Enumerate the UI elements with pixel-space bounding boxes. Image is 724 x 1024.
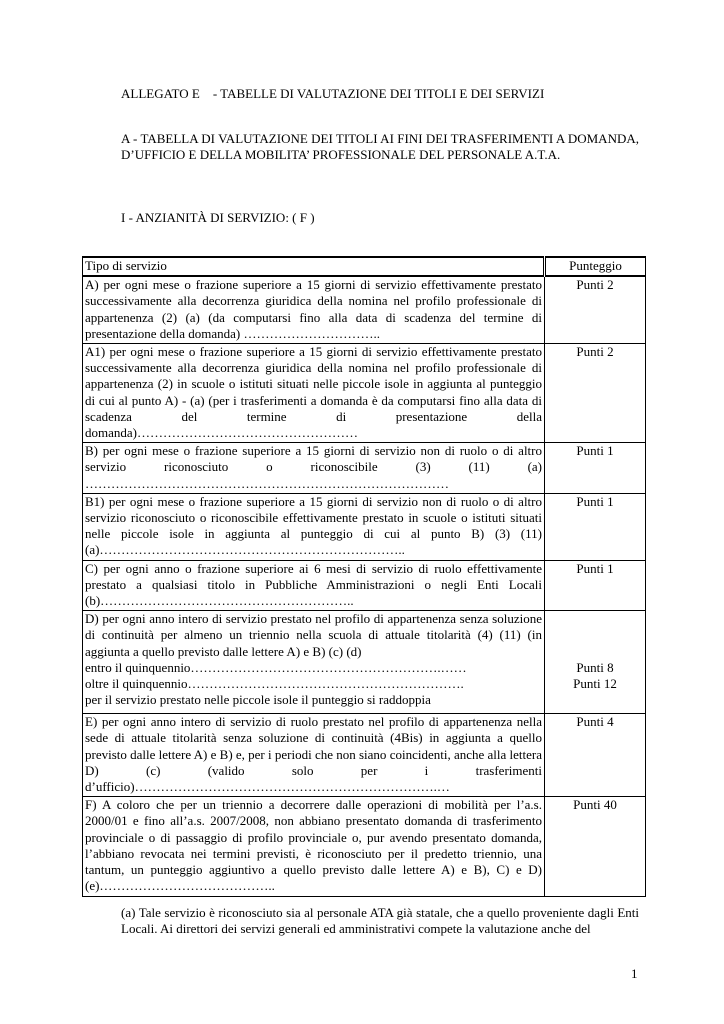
table-row-c bbox=[83, 560, 646, 611]
footnote: (a) Tale servizio è riconosciuto sia al personale ATA già statale, che a quello proveniente dagli Enti Locali. Ai direttori dei servizi generali ed amministrativi compete la valutazione anche del bbox=[121, 905, 639, 937]
column-header-score: Punteggio bbox=[545, 257, 646, 276]
row-b-description: B) per ogni mese o frazione superiore a 15 giorni di servizio non di ruolo o di altro servizio riconosciuto o riconoscibile (3) (11) (a) ………………………………………………………………………… bbox=[83, 443, 545, 494]
subsection-title: I - ANZIANITÀ DI SERVIZIO: ( F ) bbox=[121, 210, 315, 225]
row-f-description: F) A coloro che per un triennio a decorrere dalle operazioni di mobilità per l’a.s. 2000/01 e fino all’a.s. 2007/2008, non abbiano presentato domanda di trasferimento provinciale o di passaggio di profilo provinciale o, pur avendo presentato domanda, l’abbiano revocata nei termini previsti, è riconosciuto per il predetto triennio, una tantum, un punteggio aggiuntivo a quello previsto dalle lettere A) e B), C) e D) (e)………………………………….. bbox=[83, 797, 545, 896]
row-a1-score: Punti 2 bbox=[545, 344, 646, 443]
table-header-row bbox=[83, 257, 646, 276]
table-row-b bbox=[83, 443, 646, 494]
row-a1-description: A1) per ogni mese o frazione superiore a 15 giorni di servizio effettivamente prestato successivamente alla decorrenza giuridica della nomina nel profilo professionale di appartenenza (2) in scuole o istituti situati nelle piccole isole in aggiunta al punteggio di cui al punto A) - (a) (per i trasferimenti a domanda è da computarsi fino alla data di scadenza del termine di presentazione della domanda)…………………………………………… bbox=[83, 344, 545, 443]
row-e-description: E) per ogni anno intero di servizio di ruolo prestato nel profilo di appartenenza nella sede di attuale titolarità senza soluzione di continuità (4Bis) in aggiunta a quello previsto dalle lettere A) e B) e, per i periodi che non siano coincidenti, anche alla lettera D) (c) (valido solo per i trasferimenti d’ufficio)…………………………………………………………….… bbox=[83, 714, 545, 797]
row-b-score: Punti 1 bbox=[545, 443, 646, 494]
row-c-description: C) per ogni anno o frazione superiore ai 6 mesi di servizio di ruolo effettivamente prestato a qualsiasi titolo in Pubbliche Amministrazioni o negli Enti Locali (b)………………………………………………….. bbox=[83, 560, 545, 611]
row-b1-description: B1) per ogni mese o frazione superiore a 15 giorni di servizio non di ruolo o di altro servizio riconosciuto o riconoscibile effettivamente prestato in scuole o istituti situati nelle piccole isole in aggiunta al punteggio di cui al punto B) (3) (11) (a)…………………………………………………………….. bbox=[83, 493, 545, 560]
row-d-beyond-five-years: oltre il quinquennio………………………………………………………. bbox=[85, 676, 464, 692]
page-number: 1 bbox=[631, 966, 638, 981]
row-e-score: Punti 4 bbox=[545, 714, 646, 797]
table-row-f bbox=[83, 797, 646, 896]
row-d-small-islands-note: per il servizio prestato nelle piccole isole il punteggio si raddoppia bbox=[85, 692, 431, 708]
row-b1-score: Punti 1 bbox=[545, 493, 646, 560]
row-f-score: Punti 40 bbox=[545, 797, 646, 896]
table-row-a1 bbox=[83, 344, 646, 443]
page-title: ALLEGATO E - TABELLE DI VALUTAZIONE DEI TITOLI E DEI SERVIZI bbox=[121, 86, 545, 101]
row-c-score: Punti 1 bbox=[545, 560, 646, 611]
table-row-d bbox=[83, 611, 646, 714]
table-row-b1 bbox=[83, 493, 646, 560]
row-d-description bbox=[83, 611, 545, 714]
evaluation-table bbox=[82, 256, 646, 897]
table-row-e bbox=[83, 714, 646, 797]
row-d-within-five-years: entro il quinquennio………………………………………………….…… bbox=[85, 659, 467, 675]
row-a-description: A) per ogni mese o frazione superiore a 15 giorni di servizio effettivamente prestato successivamente alla decorrenza giuridica della nomina nel profilo professionale di appartenenza (2) (a) (da computarsi fino alla data di scadenza del termine di presentazione della domanda) ………………………….. bbox=[83, 276, 545, 343]
row-d-score-beyond: Punti 12 bbox=[573, 676, 617, 692]
table-row-a bbox=[83, 276, 646, 343]
row-d-score-within: Punti 8 bbox=[576, 659, 614, 675]
column-header-type: Tipo di servizio bbox=[83, 257, 545, 276]
row-d-score bbox=[545, 611, 646, 714]
section-title: A - TABELLA DI VALUTAZIONE DEI TITOLI AI FINI DEI TRASFERIMENTI A DOMANDA, D’UFFICIO E DELLA MOBILITA’ PROFESSIONALE DEL PERSONALE A.T.A. bbox=[121, 131, 639, 163]
row-d-intro: D) per ogni anno intero di servizio prestato nel profilo di appartenenza senza soluzione di continuità per almeno un triennio nella scuola di attuale titolarità (4) (11) (in aggiunta a quello previsto dalle lettere A) e B) (c) (d) bbox=[85, 611, 542, 659]
row-a-score: Punti 2 bbox=[545, 276, 646, 343]
